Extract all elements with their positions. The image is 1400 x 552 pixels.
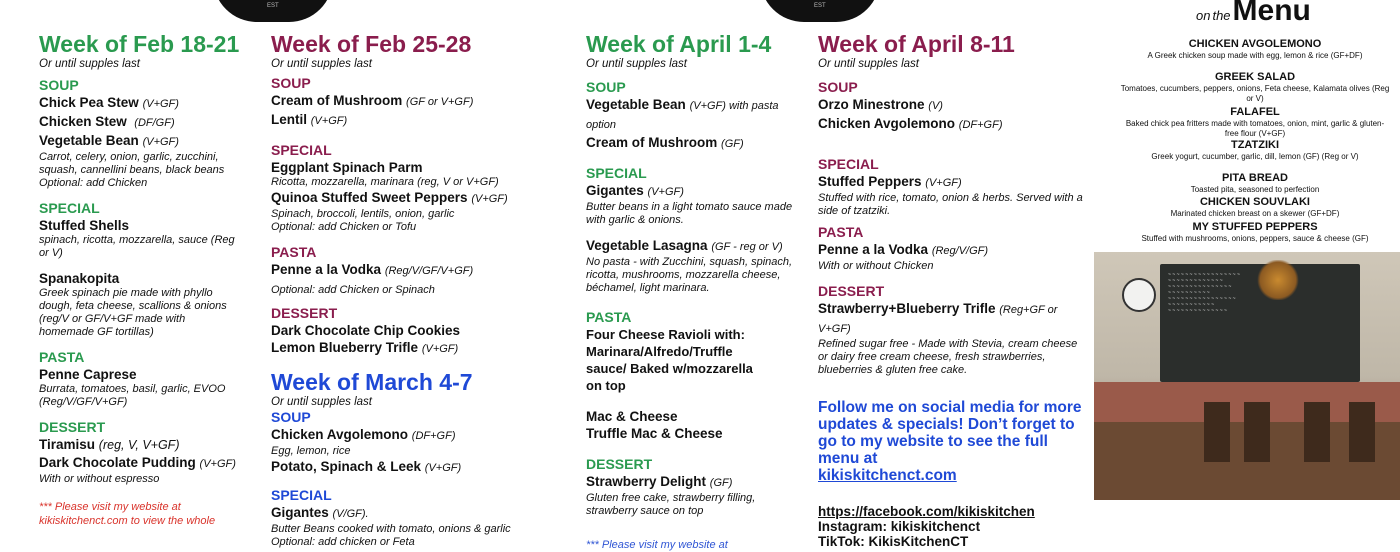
soup-heading: SOUP <box>271 75 311 91</box>
special-option: Optional: add Chicken or Tofu <box>271 221 417 233</box>
chair <box>1304 402 1330 462</box>
special-item: Stuffed Peppers (V+GF) <box>818 174 962 189</box>
chair <box>1244 402 1270 462</box>
soup-item: Potato, Spinach & Leek (V+GF) <box>271 459 462 474</box>
website-note: *** Please visit my website at <box>586 539 728 551</box>
menu-item: TZATZIKI Greek yogurt, cucumber, garlic, dill, lemon (GF) (Reg or V) <box>1151 139 1359 161</box>
logo <box>213 0 333 22</box>
soup-item: Chicken Avgolemono (DF+GF) <box>818 116 1003 131</box>
soup-heading: SOUP <box>818 79 858 95</box>
dessert-item: Dark Chocolate Pudding (V+GF) <box>39 455 236 470</box>
special-description: Ricotta, mozzarella, marinara (reg, V or V+GF) <box>271 176 499 188</box>
soup-item: Cream of Mushroom (GF or V+GF) <box>271 93 474 108</box>
pasta-heading: PASTA <box>271 244 317 260</box>
instagram-handle: Instagram: kikiskitchenct <box>818 519 981 534</box>
menu-item: FALAFEL Baked chick pea fritters made with tomatoes, onion, mint, garlic & gluten-free flour (V+GF) <box>1125 106 1385 138</box>
special-description: Greek spinach pie made with phyllo dough, feta cheese, scallions & onions (reg/V or GF/V+GF made with homemade GF tortillas) <box>39 287 227 338</box>
subtitle: Or until supples last <box>39 58 140 70</box>
soup-heading: SOUP <box>586 79 626 95</box>
subtitle: Or until supples last <box>271 58 372 70</box>
special-description: Spinach, broccoli, lentils, onion, garlic <box>271 208 455 220</box>
pasta-heading: PASTA <box>39 349 85 365</box>
soup-item: Vegetable Bean (V+GF) <box>39 133 179 148</box>
subtitle: Or until supples last <box>586 58 687 70</box>
follow-text: Follow me on social media for more updates & specials! Don’t forget to go to my website to see the full menu at kikiskitchenct.com <box>818 399 1082 484</box>
dessert-item: Dark Chocolate Chip Cookies <box>271 323 461 338</box>
special-item: Stuffed Shells <box>39 218 130 233</box>
chair <box>1204 402 1230 462</box>
special-heading: SPECIAL <box>586 165 647 181</box>
special-item: Spanakopita <box>39 271 120 286</box>
special-heading: SPECIAL <box>271 487 332 503</box>
website-note: *** Please visit my website at kikiskitchenct.com to view the whole <box>39 501 216 527</box>
soup-option: Optional: add Chicken <box>39 177 148 189</box>
soup-item: Lentil (V+GF) <box>271 112 348 127</box>
dessert-item: Tiramisu (reg, V, V+GF) <box>39 437 180 452</box>
special-description: Butter beans in a light tomato sauce made with garlic & onions. <box>586 201 793 226</box>
week-title: Week of April 8-11 <box>818 31 1015 57</box>
menu-item: GREEK SALAD Tomatoes, cucumbers, peppers, onions, Feta cheese, Kalamata olives (Reg or V) <box>1120 71 1390 103</box>
soup-item: Chick Pea Stew (V+GF) <box>39 95 179 110</box>
week-title: Week of Feb 25-28 <box>271 31 472 57</box>
pasta-item: Penne a la Vodka (Reg/V/GF) <box>818 242 989 257</box>
website-link[interactable]: kikiskitchenct.com <box>818 467 957 484</box>
dessert-item: Lemon Blueberry Trifle (V+GF) <box>271 340 459 355</box>
clock-icon <box>1122 278 1156 312</box>
dessert-description: Refined sugar free - Made with Stevia, cream cheese or dairy free cream cheese, fresh strawberries, blueberries & gluten free cake. <box>818 338 1078 376</box>
week-april-8-column <box>818 31 1090 549</box>
special-item: Gigantes (V+GF) <box>586 183 684 198</box>
soup-heading: SOUP <box>39 77 79 93</box>
dessert-description: With or without espresso <box>39 473 160 485</box>
week-title: Week of April 1-4 <box>586 31 772 57</box>
dessert-description: Gluten free cake, strawberry filling, strawberry sauce on top <box>586 492 756 517</box>
week-title: Week of March 4-7 <box>271 369 473 395</box>
restaurant-photo <box>1094 252 1400 500</box>
soup-description: Egg, lemon, rice <box>271 445 351 457</box>
special-option: Optional: add chicken or Feta <box>271 536 415 548</box>
dessert-heading: DESSERT <box>818 283 885 299</box>
special-description: Stuffed with rice, tomato, onion & herbs. Served with a side of tzatziki. <box>818 192 1083 217</box>
chalkboard: ~ ~ ~ ~ ~ ~ ~ ~ ~ ~ ~ ~ ~ ~ ~ ~ ~ ~ ~ ~ ~ ~ ~ ~ ~ ~ ~ ~ ~ ~ ~ ~ ~ ~ ~ ~ ~ ~ ~ ~ ~ ~ ~ ~ ~ ~ ~ ~ ~ ~ ~ ~ ~ ~ ~ ~ ~ ~ ~ ~ ~ ~ ~ ~ ~ ~ ~ ~ ~ ~ ~ ~ ~ ~ ~ ~ ~ ~ ~ ~ ~ ~ ~ ~ ~ ~ ~ ~ ~ ~ ~ ~ ~ ~ ~ ~ <box>1160 264 1360 382</box>
pasta-item: Truffle Mac & Cheese <box>586 426 723 441</box>
logo-text: EST <box>814 3 826 9</box>
pasta-description: With or without Chicken <box>818 260 934 272</box>
pasta-item: Penne Caprese <box>39 367 137 382</box>
week-feb-18-column <box>39 31 239 528</box>
pasta-description: Burrata, tomatoes, basil, garlic, EVOO (Reg/V/GF/V+GF) <box>39 383 226 408</box>
pasta-heading: PASTA <box>586 309 632 325</box>
chair <box>1349 402 1375 462</box>
menu-item: CHICKEN SOUVLAKI Marinated chicken breast on a skewer (GF+DF) <box>1170 196 1340 218</box>
special-item: Quinoa Stuffed Sweet Peppers (V+GF) <box>271 190 508 205</box>
week-feb-25-column <box>271 31 511 549</box>
menu-item: PITA BREAD Toasted pita, seasoned to perfection <box>1190 172 1320 194</box>
facebook-link[interactable]: https://facebook.com/kikiskitchen <box>818 504 1035 519</box>
logo <box>760 0 880 22</box>
week-title: Week of Feb 18-21 <box>39 31 240 57</box>
soup-item: Cream of Mushroom (GF) <box>586 135 744 150</box>
special-heading: SPECIAL <box>271 142 332 158</box>
pasta-heading: PASTA <box>818 224 864 240</box>
soup-item: Orzo Minestrone (V) <box>818 97 943 112</box>
special-heading: SPECIAL <box>39 200 100 216</box>
subtitle: Or until supples last <box>818 58 919 70</box>
special-heading: SPECIAL <box>818 156 879 172</box>
logo-text: EST <box>267 3 279 9</box>
soup-item: Vegetable Bean (V+GF) with pasta option <box>586 97 779 131</box>
menu-item: MY STUFFED PEPPERS Stuffed with mushrooms, onions, peppers, sauce & cheese (GF) <box>1141 221 1369 243</box>
dessert-heading: DESSERT <box>586 456 653 472</box>
wreath-icon <box>1256 260 1300 300</box>
special-description: No pasta - with Zucchini, squash, spinach, ricotta, mushrooms, mozzarella cheese, béchamel, light marinara. <box>586 256 793 294</box>
special-item: Eggplant Spinach Parm <box>271 160 423 175</box>
pasta-item: Mac & Cheese <box>586 409 678 424</box>
menu-heading: on theMenu <box>1196 0 1311 27</box>
special-description: Butter Beans cooked with tomato, onions & garlic <box>271 523 511 535</box>
menu-item: CHICKEN AVGOLEMONO A Greek chicken soup made with egg, lemon & rice (GF+DF) <box>1147 38 1363 60</box>
soup-item: Chicken Stew (DF/GF) <box>39 114 175 129</box>
soup-heading: SOUP <box>271 409 311 425</box>
pasta-item: Four Cheese Ravioli with: Marinara/Alfredo/Truffle sauce/ Baked w/mozzarella on top <box>586 327 753 393</box>
dessert-item: Strawberry+Blueberry Trifle (Reg+GF or V+GF) <box>818 301 1058 335</box>
special-description: spinach, ricotta, mozzarella, sauce (Reg or V) <box>39 234 235 259</box>
week-april-1-column <box>586 31 796 552</box>
soup-item: Chicken Avgolemono (DF+GF) <box>271 427 456 442</box>
special-item: Vegetable Lasagna (GF - reg or V) <box>586 238 783 253</box>
tiktok-handle: TikTok: KikisKitchenCT <box>818 534 969 549</box>
soup-description: Carrot, celery, onion, garlic, zucchini, squash, cannellini beans, black beans <box>39 151 225 176</box>
dessert-heading: DESSERT <box>39 419 106 435</box>
subtitle: Or until supples last <box>271 396 372 408</box>
special-item: Gigantes (V/GF). <box>271 505 369 520</box>
pasta-item: Penne a la Vodka (Reg/V/GF/V+GF) Optional: add Chicken or Spinach <box>271 262 474 296</box>
dessert-item: Strawberry Delight (GF) <box>586 474 733 489</box>
dessert-heading: DESSERT <box>271 305 338 321</box>
